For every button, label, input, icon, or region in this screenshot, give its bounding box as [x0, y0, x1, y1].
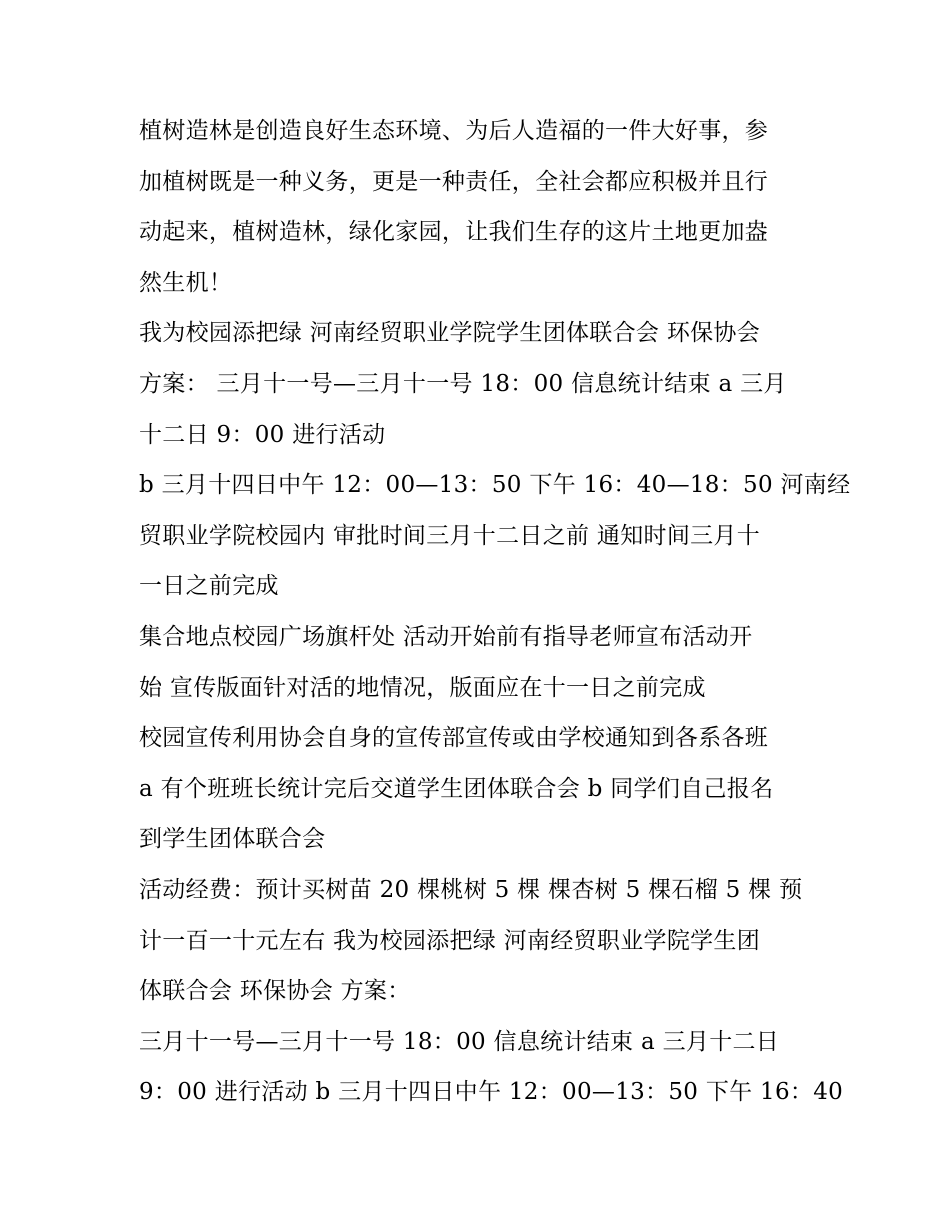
text-line: 方案： 三月十一号—三月十一号 18：00 信息统计结束 a 三月	[139, 370, 787, 397]
text-line: 计一百一十元左右 我为校园添把绿 河南经贸职业学院学生团	[139, 927, 761, 954]
text-line: b 三月十四日中午 12：00—13：50 下午 16：40—18：50 河南经	[139, 472, 851, 499]
document-body	[139, 106, 851, 1118]
text-line: 一日之前完成	[139, 573, 279, 600]
text-line: 体联合会 环保协会 方案：	[139, 978, 411, 1005]
text-line: 然生机！	[139, 269, 233, 296]
text-line: 我为校园添把绿 河南经贸职业学院学生团体联合会 环保协会	[139, 320, 761, 347]
text-line: 集合地点校园广场旗杆处 活动开始前有指导老师宣布活动开	[139, 623, 753, 650]
text-line: 9：00 进行活动 b 三月十四日中午 12：00—13：50 下午 16：40	[139, 1079, 844, 1106]
text-line: a 有个班班长统计完后交道学生团体联合会 b 同学们自己报名	[139, 775, 774, 802]
text-line: 动起来，植树造林，绿化家园，让我们生存的这片土地更加盎	[139, 219, 769, 246]
text-line: 到学生团体联合会	[139, 826, 326, 853]
text-line: 活动经费：预计买树苗 20 棵桃树 5 棵 棵杏树 5 棵石榴 5 棵 预	[139, 876, 803, 903]
text-line: 加植树既是一种义务，更是一种责任，全社会都应积极并且行	[139, 168, 769, 195]
text-line: 始 宣传版面针对活的地情况，版面应在十一日之前完成	[139, 674, 706, 701]
text-line: 植树造林是创造良好生态环境、为后人造福的一件大好事，参	[139, 118, 769, 144]
text-line: 三月十一号—三月十一号 18：00 信息统计结束 a 三月十二日	[139, 1028, 780, 1055]
text-line: 十二日 9：00 进行活动	[139, 421, 386, 448]
text-line: 校园宣传利用协会自身的宣传部宣传或由学校通知到各系各班	[139, 725, 769, 752]
text-line: 贸职业学院校园内 审批时间三月十二日之前 通知时间三月十	[139, 522, 761, 549]
